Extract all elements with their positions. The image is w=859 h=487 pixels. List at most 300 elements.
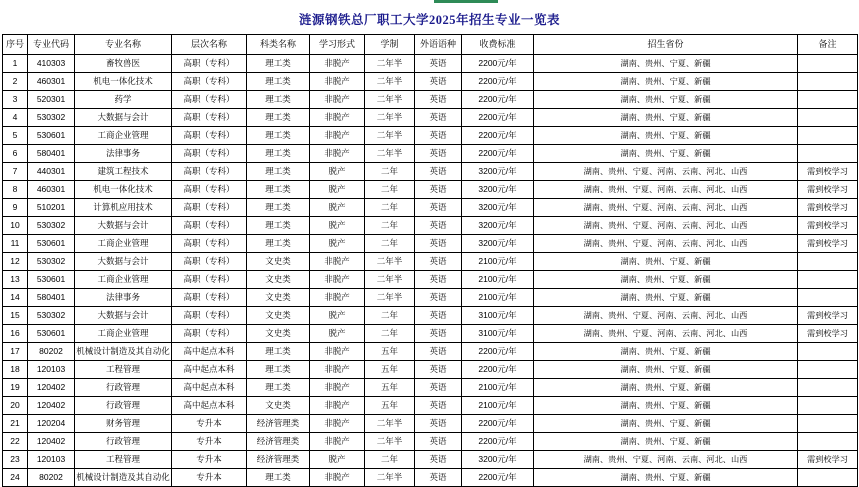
cell-category: 理工类 [247,199,310,217]
column-header-major-name: 专业名称 [75,35,172,55]
cell-index: 19 [3,379,28,397]
cell-provinces: 湖南、贵州、宁夏、新疆 [534,253,798,271]
cell-major-code: 530601 [28,271,75,289]
cell-major-name: 畜牧兽医 [75,55,172,73]
cell-major-name: 大数据与会计 [75,307,172,325]
cell-index: 2 [3,73,28,91]
column-header-major-code: 专业代码 [28,35,75,55]
table-row [3,91,858,109]
cell-index: 22 [3,433,28,451]
cell-category: 理工类 [247,379,310,397]
column-header-study-form: 学习形式 [310,35,365,55]
cell-language: 英语 [415,145,462,163]
cell-language: 英语 [415,271,462,289]
cell-provinces: 湖南、贵州、宁夏、河南、云南、河北、山西 [534,181,798,199]
table-row [3,343,858,361]
page-title: 涟源钢铁总厂职工大学2025年招生专业一览表 [298,13,560,27]
cell-category: 文史类 [247,271,310,289]
cell-major-code: 410303 [28,55,75,73]
cell-language: 英语 [415,199,462,217]
cell-major-name: 法律事务 [75,145,172,163]
cell-level: 高职（专科） [172,217,247,235]
cell-category: 理工类 [247,55,310,73]
cell-remarks [798,397,858,415]
cell-remarks [798,91,858,109]
cell-duration: 二年半 [365,289,415,307]
cell-duration: 二年半 [365,73,415,91]
cell-major-name: 行政管理 [75,433,172,451]
cell-provinces: 湖南、贵州、宁夏、新疆 [534,73,798,91]
table-row [3,361,858,379]
cell-major-name: 大数据与会计 [75,217,172,235]
table-row [3,109,858,127]
cell-language: 英语 [415,91,462,109]
cell-language: 英语 [415,289,462,307]
cell-remarks [798,379,858,397]
cell-fee: 2200元/年 [462,361,534,379]
cell-fee: 3200元/年 [462,235,534,253]
cell-major-name: 工程管理 [75,361,172,379]
cell-provinces: 湖南、贵州、宁夏、新疆 [534,91,798,109]
cell-major-name: 工商企业管理 [75,271,172,289]
cell-major-name: 计算机应用技术 [75,199,172,217]
cell-level: 高职（专科） [172,199,247,217]
cell-duration: 二年半 [365,109,415,127]
cell-language: 英语 [415,433,462,451]
cell-language: 英语 [415,343,462,361]
cell-remarks [798,73,858,91]
cell-major-name: 财务管理 [75,415,172,433]
cell-language: 英语 [415,451,462,469]
cell-major-code: 120402 [28,397,75,415]
cell-provinces: 湖南、贵州、宁夏、河南、云南、河北、山西 [534,235,798,253]
cell-duration: 二年半 [365,271,415,289]
cell-level: 高职（专科） [172,73,247,91]
cell-major-name: 法律事务 [75,289,172,307]
cell-index: 6 [3,145,28,163]
cell-language: 英语 [415,397,462,415]
cell-fee: 2200元/年 [462,469,534,487]
cell-study-form: 非脱产 [310,55,365,73]
cell-provinces: 湖南、贵州、宁夏、新疆 [534,289,798,307]
cell-major-code: 530601 [28,127,75,145]
cell-index: 12 [3,253,28,271]
cell-duration: 五年 [365,343,415,361]
cell-language: 英语 [415,127,462,145]
column-header-provinces: 招生省份 [534,35,798,55]
cell-fee: 2200元/年 [462,343,534,361]
cell-level: 高职（专科） [172,289,247,307]
cell-major-code: 80202 [28,343,75,361]
column-header-remarks: 备注 [798,35,858,55]
cell-major-code: 520301 [28,91,75,109]
cell-major-code: 530302 [28,217,75,235]
cell-major-name: 药学 [75,91,172,109]
cell-fee: 2200元/年 [462,433,534,451]
cell-index: 23 [3,451,28,469]
cell-remarks [798,145,858,163]
cell-fee: 2200元/年 [462,415,534,433]
cell-study-form: 非脱产 [310,145,365,163]
table-row [3,217,858,235]
cell-study-form: 非脱产 [310,361,365,379]
cell-category: 理工类 [247,73,310,91]
cell-level: 高职（专科） [172,163,247,181]
cell-fee: 2200元/年 [462,73,534,91]
cell-level: 高职（专科） [172,271,247,289]
table-row [3,433,858,451]
cell-category: 文史类 [247,289,310,307]
cell-study-form: 非脱产 [310,109,365,127]
cell-level: 专升本 [172,433,247,451]
cell-remarks: 需到校学习 [798,307,858,325]
column-header-index: 序号 [3,35,28,55]
cell-remarks [798,469,858,487]
cell-index: 24 [3,469,28,487]
cell-duration: 二年半 [365,253,415,271]
cell-study-form: 非脱产 [310,397,365,415]
cell-fee: 3100元/年 [462,307,534,325]
cell-remarks [798,109,858,127]
cell-study-form: 脱产 [310,217,365,235]
cell-study-form: 脱产 [310,307,365,325]
cell-study-form: 脱产 [310,235,365,253]
cell-index: 5 [3,127,28,145]
cell-category: 理工类 [247,181,310,199]
table-row [3,451,858,469]
cell-category: 文史类 [247,253,310,271]
cell-index: 20 [3,397,28,415]
cell-fee: 2100元/年 [462,271,534,289]
cell-category: 理工类 [247,91,310,109]
cell-duration: 二年 [365,217,415,235]
cell-remarks [798,289,858,307]
cell-provinces: 湖南、贵州、宁夏、新疆 [534,361,798,379]
cell-language: 英语 [415,181,462,199]
cell-level: 高中起点本科 [172,343,247,361]
column-header-duration: 学制 [365,35,415,55]
cell-major-name: 机械设计制造及其自动化 [75,343,172,361]
cell-index: 4 [3,109,28,127]
cell-provinces: 湖南、贵州、宁夏、新疆 [534,397,798,415]
table-row [3,289,858,307]
cell-language: 英语 [415,73,462,91]
table-row [3,163,858,181]
cell-index: 1 [3,55,28,73]
cell-fee: 2200元/年 [462,145,534,163]
cell-remarks [798,271,858,289]
cell-study-form: 非脱产 [310,343,365,361]
cell-study-form: 非脱产 [310,289,365,307]
cell-level: 高职（专科） [172,307,247,325]
cell-category: 理工类 [247,127,310,145]
cell-category: 理工类 [247,109,310,127]
cell-fee: 2200元/年 [462,91,534,109]
cell-index: 14 [3,289,28,307]
cell-category: 理工类 [247,163,310,181]
cell-study-form: 脱产 [310,163,365,181]
table-row [3,235,858,253]
cell-index: 18 [3,361,28,379]
cell-major-name: 工商企业管理 [75,235,172,253]
cell-remarks [798,361,858,379]
cell-fee: 3200元/年 [462,181,534,199]
cell-index: 10 [3,217,28,235]
cell-provinces: 湖南、贵州、宁夏、新疆 [534,109,798,127]
table-row [3,307,858,325]
cell-study-form: 非脱产 [310,469,365,487]
cell-duration: 二年 [365,199,415,217]
cell-major-code: 120204 [28,415,75,433]
cell-major-code: 530302 [28,109,75,127]
cell-duration: 五年 [365,361,415,379]
cell-study-form: 非脱产 [310,271,365,289]
cell-major-code: 460301 [28,181,75,199]
cell-language: 英语 [415,217,462,235]
cell-major-code: 530601 [28,235,75,253]
cell-level: 高职（专科） [172,235,247,253]
cell-remarks [798,127,858,145]
cell-level: 高中起点本科 [172,361,247,379]
cell-language: 英语 [415,109,462,127]
cell-level: 高职（专科） [172,181,247,199]
cell-level: 专升本 [172,469,247,487]
cell-remarks: 需到校学习 [798,181,858,199]
cell-language: 英语 [415,55,462,73]
cell-major-code: 530601 [28,325,75,343]
cell-major-name: 工商企业管理 [75,127,172,145]
cell-level: 高职（专科） [172,109,247,127]
cell-category: 理工类 [247,235,310,253]
cell-category: 理工类 [247,343,310,361]
cell-duration: 二年 [365,451,415,469]
cell-provinces: 湖南、贵州、宁夏、河南、云南、河北、山西 [534,163,798,181]
table-row [3,253,858,271]
cell-language: 英语 [415,379,462,397]
cell-study-form: 脱产 [310,181,365,199]
cell-level: 高职（专科） [172,145,247,163]
cell-level: 高中起点本科 [172,397,247,415]
cell-duration: 二年半 [365,145,415,163]
cell-fee: 2200元/年 [462,55,534,73]
cell-study-form: 脱产 [310,325,365,343]
cell-major-code: 120103 [28,361,75,379]
cell-fee: 3200元/年 [462,199,534,217]
cell-language: 英语 [415,163,462,181]
cell-study-form: 非脱产 [310,253,365,271]
cell-major-code: 440301 [28,163,75,181]
cell-index: 21 [3,415,28,433]
cell-index: 7 [3,163,28,181]
table-row [3,469,858,487]
cell-language: 英语 [415,415,462,433]
cell-study-form: 非脱产 [310,91,365,109]
cell-major-code: 530302 [28,253,75,271]
table-row [3,397,858,415]
cell-remarks [798,433,858,451]
cell-fee: 3200元/年 [462,163,534,181]
cell-duration: 五年 [365,379,415,397]
table-row [3,145,858,163]
cell-fee: 2100元/年 [462,253,534,271]
cell-provinces: 湖南、贵州、宁夏、新疆 [534,415,798,433]
cell-fee: 3200元/年 [462,217,534,235]
cell-provinces: 湖南、贵州、宁夏、新疆 [534,55,798,73]
cell-category: 文史类 [247,307,310,325]
cell-major-code: 530302 [28,307,75,325]
cell-provinces: 湖南、贵州、宁夏、新疆 [534,145,798,163]
cell-remarks: 需到校学习 [798,325,858,343]
cell-duration: 二年半 [365,55,415,73]
cell-level: 高中起点本科 [172,379,247,397]
cell-major-name: 机电一体化技术 [75,73,172,91]
cell-index: 13 [3,271,28,289]
cell-provinces: 湖南、贵州、宁夏、河南、云南、河北、山西 [534,451,798,469]
cell-major-name: 大数据与会计 [75,109,172,127]
cell-study-form: 非脱产 [310,127,365,145]
cell-remarks: 需到校学习 [798,217,858,235]
cell-provinces: 湖南、贵州、宁夏、新疆 [534,433,798,451]
column-header-language: 外语语种 [415,35,462,55]
cell-duration: 二年 [365,325,415,343]
table-row [3,271,858,289]
cell-index: 3 [3,91,28,109]
cell-study-form: 脱产 [310,199,365,217]
table-row [3,127,858,145]
cell-language: 英语 [415,361,462,379]
cell-level: 专升本 [172,451,247,469]
table-header-row [3,35,858,55]
cell-level: 高职（专科） [172,127,247,145]
cell-level: 专升本 [172,415,247,433]
cell-provinces: 湖南、贵州、宁夏、河南、云南、河北、山西 [534,217,798,235]
cell-major-code: 580401 [28,145,75,163]
cell-duration: 二年 [365,307,415,325]
cell-duration: 二年 [365,163,415,181]
table-row [3,415,858,433]
cell-major-name: 大数据与会计 [75,253,172,271]
cell-major-name: 工程管理 [75,451,172,469]
top-accent-bar [434,0,498,3]
cell-provinces: 湖南、贵州、宁夏、新疆 [534,469,798,487]
cell-language: 英语 [415,307,462,325]
cell-study-form: 脱产 [310,451,365,469]
cell-provinces: 湖南、贵州、宁夏、新疆 [534,343,798,361]
cell-category: 经济管理类 [247,433,310,451]
cell-provinces: 湖南、贵州、宁夏、新疆 [534,271,798,289]
cell-major-code: 460301 [28,73,75,91]
cell-major-name: 行政管理 [75,397,172,415]
cell-provinces: 湖南、贵州、宁夏、新疆 [534,127,798,145]
cell-provinces: 湖南、贵州、宁夏、新疆 [534,379,798,397]
cell-duration: 二年 [365,235,415,253]
cell-remarks [798,55,858,73]
cell-major-name: 机电一体化技术 [75,181,172,199]
cell-language: 英语 [415,325,462,343]
cell-level: 高职（专科） [172,91,247,109]
cell-study-form: 非脱产 [310,415,365,433]
cell-level: 高职（专科） [172,253,247,271]
cell-category: 理工类 [247,145,310,163]
cell-remarks [798,415,858,433]
cell-remarks: 需到校学习 [798,163,858,181]
cell-major-code: 80202 [28,469,75,487]
cell-index: 11 [3,235,28,253]
cell-duration: 二年半 [365,415,415,433]
cell-study-form: 非脱产 [310,73,365,91]
cell-duration: 五年 [365,397,415,415]
admissions-majors-table [2,34,858,487]
table-row [3,55,858,73]
cell-fee: 2100元/年 [462,289,534,307]
table-row [3,181,858,199]
cell-remarks: 需到校学习 [798,199,858,217]
table-row [3,325,858,343]
cell-language: 英语 [415,253,462,271]
cell-duration: 二年半 [365,433,415,451]
column-header-category: 科类名称 [247,35,310,55]
cell-major-name: 行政管理 [75,379,172,397]
table-row [3,73,858,91]
cell-category: 理工类 [247,469,310,487]
cell-category: 理工类 [247,217,310,235]
cell-provinces: 湖南、贵州、宁夏、河南、云南、河北、山西 [534,307,798,325]
cell-index: 8 [3,181,28,199]
cell-category: 理工类 [247,361,310,379]
cell-major-code: 580401 [28,289,75,307]
cell-major-name: 机械设计制造及其自动化 [75,469,172,487]
cell-major-name: 工商企业管理 [75,325,172,343]
cell-category: 文史类 [247,325,310,343]
cell-category: 文史类 [247,397,310,415]
cell-remarks [798,253,858,271]
cell-fee: 2200元/年 [462,127,534,145]
cell-major-code: 120402 [28,433,75,451]
column-header-fee: 收费标准 [462,35,534,55]
cell-level: 高职（专科） [172,325,247,343]
cell-duration: 二年半 [365,91,415,109]
cell-duration: 二年 [365,181,415,199]
cell-language: 英语 [415,235,462,253]
cell-category: 经济管理类 [247,451,310,469]
cell-fee: 2100元/年 [462,379,534,397]
cell-fee: 3100元/年 [462,325,534,343]
cell-major-code: 120402 [28,379,75,397]
cell-index: 17 [3,343,28,361]
cell-major-code: 120103 [28,451,75,469]
table-row [3,379,858,397]
table-row [3,199,858,217]
cell-major-name: 建筑工程技术 [75,163,172,181]
cell-remarks: 需到校学习 [798,451,858,469]
cell-remarks: 需到校学习 [798,235,858,253]
cell-remarks [798,343,858,361]
cell-duration: 二年半 [365,469,415,487]
cell-fee: 2200元/年 [462,109,534,127]
cell-index: 9 [3,199,28,217]
column-header-level: 层次名称 [172,35,247,55]
cell-level: 高职（专科） [172,55,247,73]
cell-fee: 2100元/年 [462,397,534,415]
cell-study-form: 非脱产 [310,433,365,451]
cell-provinces: 湖南、贵州、宁夏、河南、云南、河北、山西 [534,199,798,217]
cell-major-code: 510201 [28,199,75,217]
cell-study-form: 非脱产 [310,379,365,397]
cell-language: 英语 [415,469,462,487]
cell-provinces: 湖南、贵州、宁夏、河南、云南、河北、山西 [534,325,798,343]
cell-category: 经济管理类 [247,415,310,433]
cell-duration: 二年半 [365,127,415,145]
